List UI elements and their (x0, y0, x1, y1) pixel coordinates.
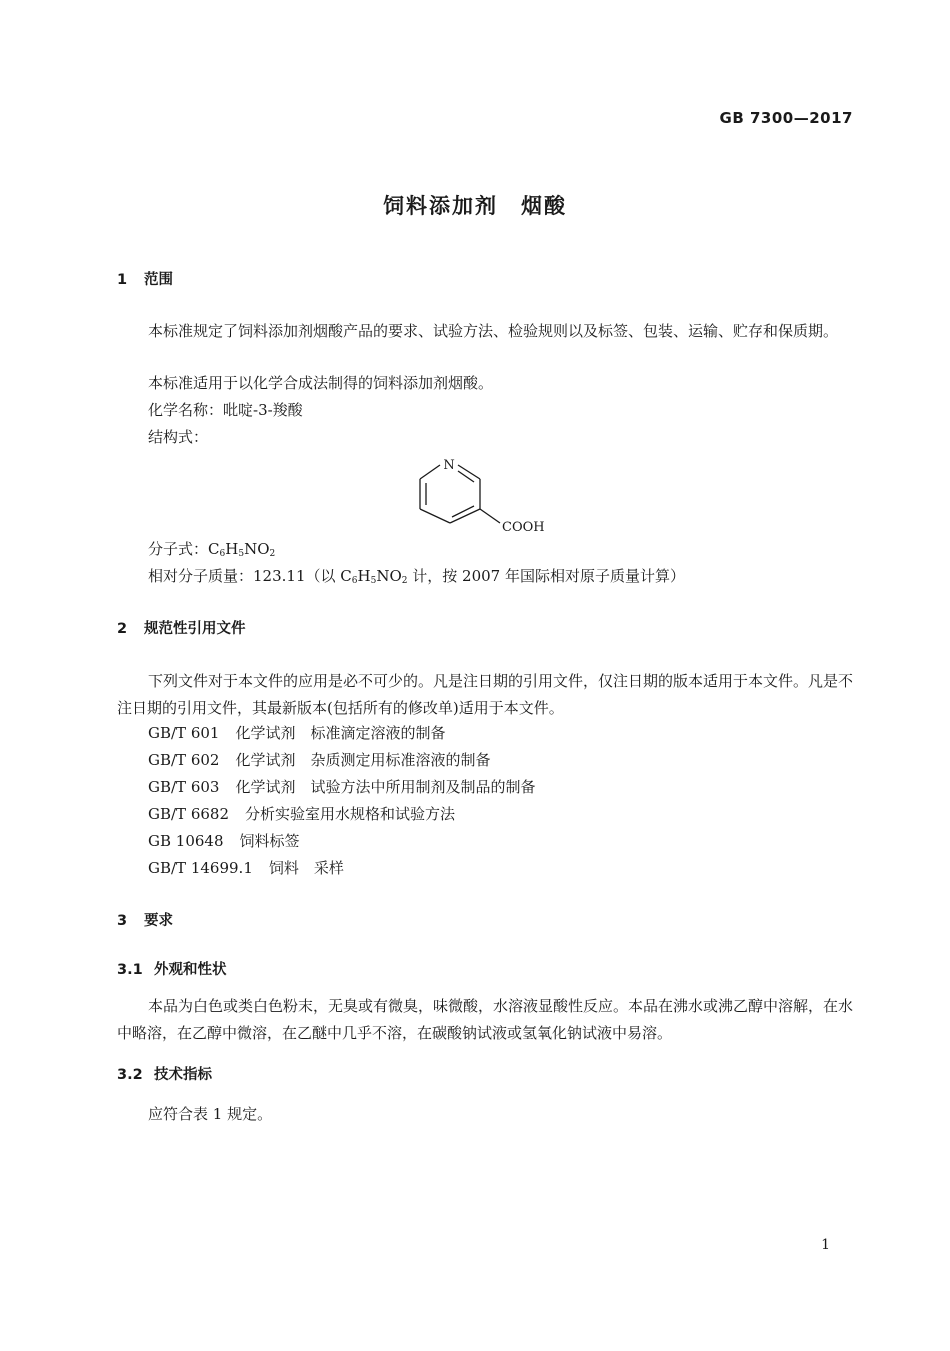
section-title: 范围 (144, 272, 173, 288)
document-title: 饲料添加剂 烟酸 (383, 194, 567, 218)
formula-element: H (357, 567, 371, 585)
reference-item (148, 722, 445, 743)
formula-subscript: 2 (401, 576, 408, 586)
applicability-text: 本标准适用于以化学合成法制得的饲料添加剂烟酸。 (148, 374, 494, 392)
scope-paragraph: 本标准规定了饲料添加剂烟酸产品的要求、试验方法、检验规则以及标签、包装、运输、贮存和保质期。 (148, 322, 839, 340)
standard-code: GB 7300—2017 (719, 109, 853, 127)
ring-bond (420, 509, 450, 523)
carboxyl-label: COOH (502, 520, 545, 535)
formula-subscript: 2 (269, 549, 276, 559)
mass-suffix: 计，按 2007 年国际相对原子质量计算） (407, 567, 685, 585)
section-number: 2 (117, 621, 128, 637)
reference-code: GB/T 6682 (148, 805, 230, 823)
ring-bond (420, 465, 440, 479)
nitrogen-label: N (443, 458, 455, 473)
reference-code: GB/T 601 (148, 724, 220, 742)
reference-title: 分析实验室用水规格和试验方法 (245, 805, 456, 823)
formula-element: H (225, 540, 239, 558)
page-number: 1 (821, 1237, 830, 1253)
reference-item (148, 830, 300, 851)
formula-subscript: 6 (351, 576, 358, 586)
reference-title: 化学试剂 试验方法中所用制剂及制品的制备 (235, 778, 536, 796)
references-intro-paragraph: 下列文件对于本文件的应用是必不可少的。凡是注日期的引用文件，仅注日期的版本适用于本文件。凡是不注日期的引用文件，其最新版本(包括所有的修改单)适用于本文件。 (117, 672, 854, 717)
section-number: 1 (117, 272, 128, 288)
ring-double-bond (458, 471, 474, 482)
subsection-title: 外观和性状 (154, 962, 227, 978)
subsection-number: 3.1 (117, 962, 143, 978)
chemical-name: 化学名称：吡啶-3-羧酸 (148, 401, 303, 419)
formula-element: NO (376, 567, 402, 585)
section-number: 3 (117, 913, 128, 929)
mass-prefix: 相对分子质量：123.11（以 (148, 567, 341, 585)
appearance-paragraph: 本品为白色或类白色粉末，无臭或有微臭，味微酸，水溶液显酸性反应。本品在沸水或沸乙醇中溶解，在水中略溶，在乙醇中微溶，在乙醚中几乎不溶，在碳酸钠试液或氢氧化钠试液中易溶。 (117, 997, 854, 1042)
subsection-number: 3.2 (117, 1067, 143, 1083)
section-title: 要求 (144, 913, 173, 929)
substituent-bond (480, 509, 500, 523)
section-title: 规范性引用文件 (144, 621, 246, 637)
formula-subscript: 5 (370, 576, 377, 586)
reference-title: 化学试剂 杂质测定用标准溶液的制备 (235, 751, 491, 769)
formula-element: NO (244, 540, 270, 558)
reference-title: 饲料标签 (239, 832, 300, 850)
reference-title: 饲料 采样 (268, 859, 344, 877)
reference-item (148, 857, 344, 878)
formula-prefix: 分子式： (148, 540, 209, 558)
reference-item (148, 749, 490, 770)
formula-subscript: 5 (238, 549, 245, 559)
formula-element: C (208, 540, 220, 558)
subsection-title: 技术指标 (154, 1067, 212, 1083)
reference-code: GB/T 14699.1 (148, 859, 253, 877)
reference-code: GB/T 603 (148, 778, 220, 796)
structural-formula (414, 455, 554, 535)
subsection-3-1-heading (117, 958, 227, 979)
ring-bond (458, 465, 480, 479)
section-2-heading (117, 617, 246, 638)
molecular-formula (148, 538, 275, 559)
reference-item (148, 776, 535, 797)
formula-subscript: 6 (219, 549, 226, 559)
molecular-mass (148, 565, 685, 586)
section-3-heading (117, 909, 173, 930)
ring-double-bond (452, 506, 474, 517)
section-1-heading (117, 268, 173, 289)
structure-label: 结构式： (148, 428, 209, 446)
reference-title: 化学试剂 标准滴定溶液的制备 (235, 724, 446, 742)
technical-index-text: 应符合表 1 规定。 (148, 1105, 273, 1123)
formula-element: C (340, 567, 352, 585)
reference-code: GB/T 602 (148, 751, 220, 769)
reference-item (148, 803, 455, 824)
subsection-3-2-heading (117, 1063, 212, 1084)
reference-code: GB 10648 (148, 832, 224, 850)
